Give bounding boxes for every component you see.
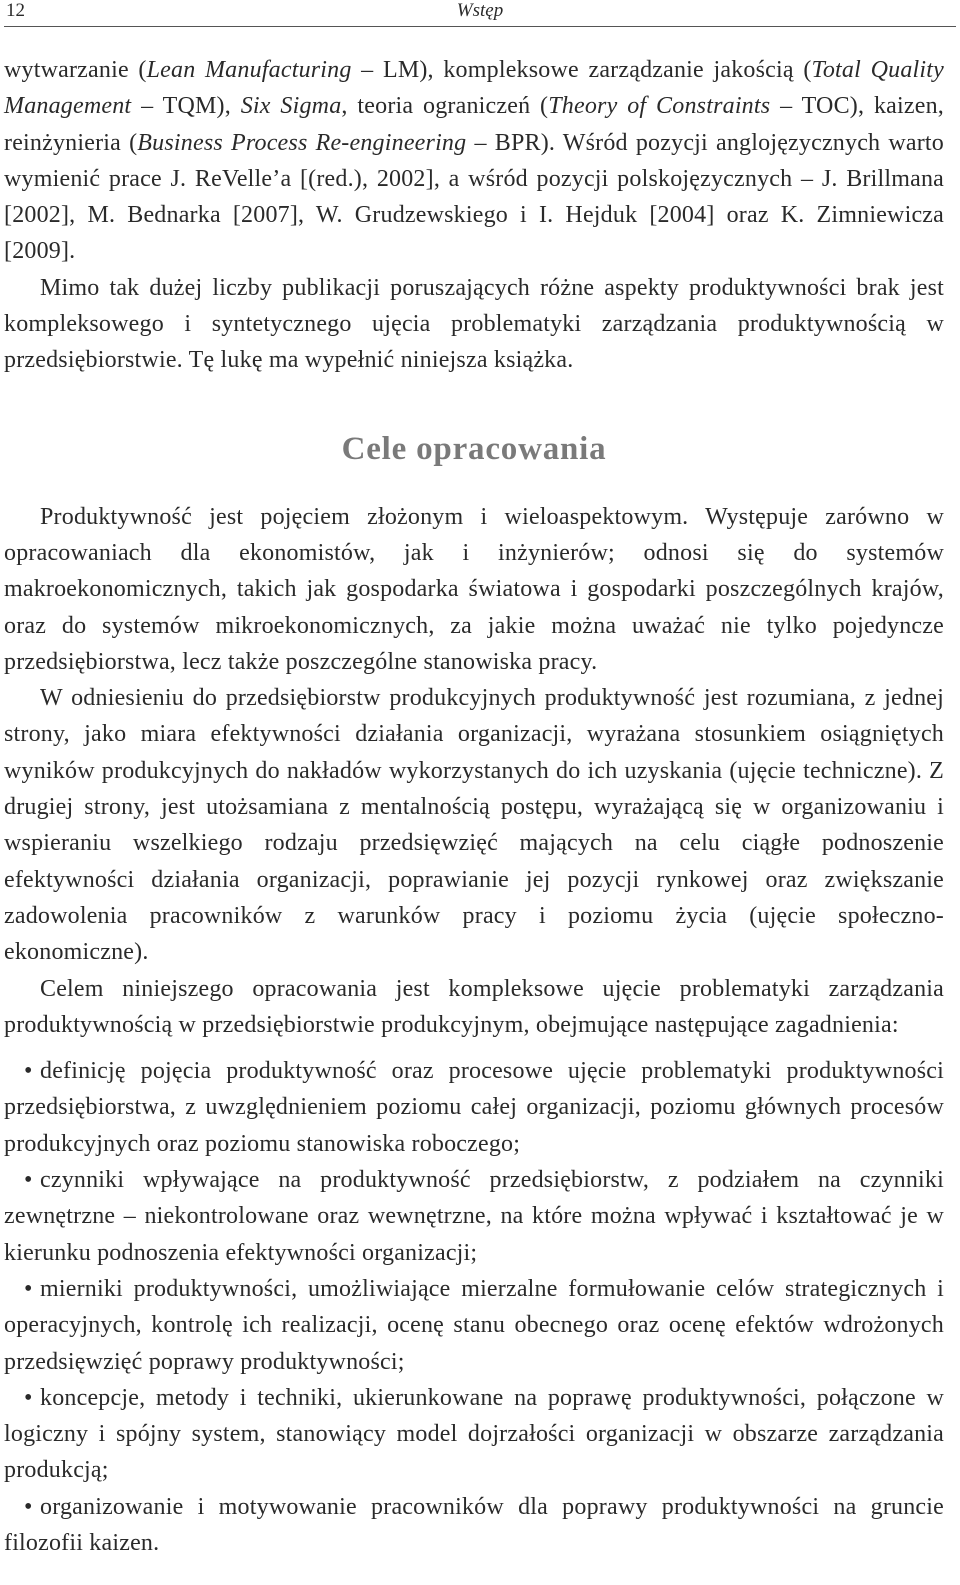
page-number: 12 xyxy=(6,0,25,21)
page-body xyxy=(4,52,944,1561)
section-paragraph-2: W odniesieniu do przedsiębiorstw produkcyjnych produktywność jest rozumiana, z jednej strony, jako miara efektywności działania organizacji, wyrażana stosunkiem osiągniętych wyników produkcyjnych do nakładów wykorzystanych do ich uzyskania (ujęcie techniczne). Z drugiej strony, jest utożsamiana z mentalnością postępu, wyrażającą się w organizowaniu i wspieraniu wszelkiego rodzaju przedsięwzięć mających na celu ciągłe podnoszenie efektywności działania organizacji, poprawianie jej pozycji rynkowej oraz zwiększanie zadowolenia pracowników z warunków pracy i poziomu życia (ujęcie społeczno-ekonomiczne). xyxy=(4,685,944,966)
intro-paragraph-2: Mimo tak dużej liczby publikacji poruszających różne aspekty produktywności brak jest kompleksowego i syntetycznego ujęcia problematyki zarządzania produktywnością w przedsiębiorstwie. Tę lukę ma wypełnić niniejsza książka. xyxy=(4,274,944,374)
bullet-icon: • xyxy=(24,1167,33,1194)
bullet-icon: • xyxy=(24,1058,33,1085)
italic-term: Business Process Re-engineering xyxy=(137,129,467,156)
text-segment: wytwarzanie ( xyxy=(4,57,147,83)
section-title: Cele opracowania xyxy=(341,430,607,467)
page-header xyxy=(4,0,956,27)
bullet-icon: • xyxy=(24,1384,33,1411)
text-segment: – TQM), xyxy=(131,93,241,120)
text-segment: – BPR). Wśród pozycji anglojęzycznych warto wymienić prace J. ReVelle’a [(red.), 2002], a wśród pozycji polskojęzycznych – J. Brillmana [2002], M. Bednarka [2007], W. Grudzewskiego i I. Hejduk [2004] oraz K. Zimniewicza [2009]. xyxy=(4,129,945,265)
italic-term: Total Quality Management xyxy=(4,57,944,120)
topics-list xyxy=(4,1053,944,1561)
section-paragraph-1: Produktywność jest pojęciem złożonym i wieloaspektowym. Występuje zarówno w opracowaniach dla ekonomistów, jak i inżynierów; odnosi się do systemów makroekonomicznych, takich jak gospodarka światowa i gospodarki poszczególnych krajów, oraz do systemów mikroekonomicznych, za jakie można uważać nie tylko pojedyncze przedsiębiorstwa, lecz także poszczególne stanowiska pracy. xyxy=(4,503,944,675)
list-item-text: definicję pojęcia produktywność oraz procesowe ujęcie problematyki produktywności przedsiębiorstwa, z uwzględnieniem poziomu całej organizacji, poziomu głównych procesów produkcyjnych oraz poziomu stanowiska roboczego; xyxy=(4,1058,944,1157)
list-item xyxy=(4,1053,944,1162)
list-item-text: koncepcje, metody i techniki, ukierunkowane na poprawę produktywności, połączone w logiczny i spójny system, stanowiący model dojrzałości organizacji w obszarze zarządzania produkcją; xyxy=(4,1384,944,1484)
italic-term: Theory of Constraints xyxy=(548,93,771,120)
text-segment: , teoria ograniczeń ( xyxy=(341,93,549,120)
running-head: Wstęp xyxy=(456,0,504,21)
list-item-text: mierniki produktywności, umożliwiające mierzalne formułowanie celów strategicznych i operacyjnych, kontrolę ich realizacji, ocenę stanu obecnego oraz ocenę efektów wdrożonych przedsięwzięć poprawy produktywności; xyxy=(4,1275,944,1375)
section-paragraph-3: Celem niniejszego opracowania jest kompleksowe ujęcie problematyki zarządzania produktywnością w przedsiębiorstwie produkcyjnym, obejmujące następujące zagadnienia: xyxy=(4,975,944,1038)
text-segment: – LM), kompleksowe zarządzanie jakością ( xyxy=(351,57,812,83)
list-item xyxy=(4,1489,944,1562)
list-item-text: organizowanie i motywowanie pracowników dla poprawy produktywności na gruncie filozofii kaizen. xyxy=(4,1493,944,1556)
italic-term: Six Sigma xyxy=(240,93,342,120)
list-item xyxy=(4,1380,944,1489)
text-segment: – TOC), kaizen, reinżynieria ( xyxy=(4,93,944,156)
list-item xyxy=(4,1162,944,1271)
bullet-icon: • xyxy=(24,1493,33,1520)
list-item xyxy=(4,1271,944,1380)
list-item-text: czynniki wpływające na produktywność przedsiębiorstw, z podziałem na czynniki zewnętrzne – niekontrolowane oraz wewnętrzne, na które można wpływać i kształtować je w kierunku podnoszenia efektywności organizacji; xyxy=(4,1167,944,1266)
bullet-icon: • xyxy=(24,1275,33,1302)
intro-paragraph-1 xyxy=(4,52,944,270)
italic-term: Lean Manufacturing xyxy=(146,57,352,83)
